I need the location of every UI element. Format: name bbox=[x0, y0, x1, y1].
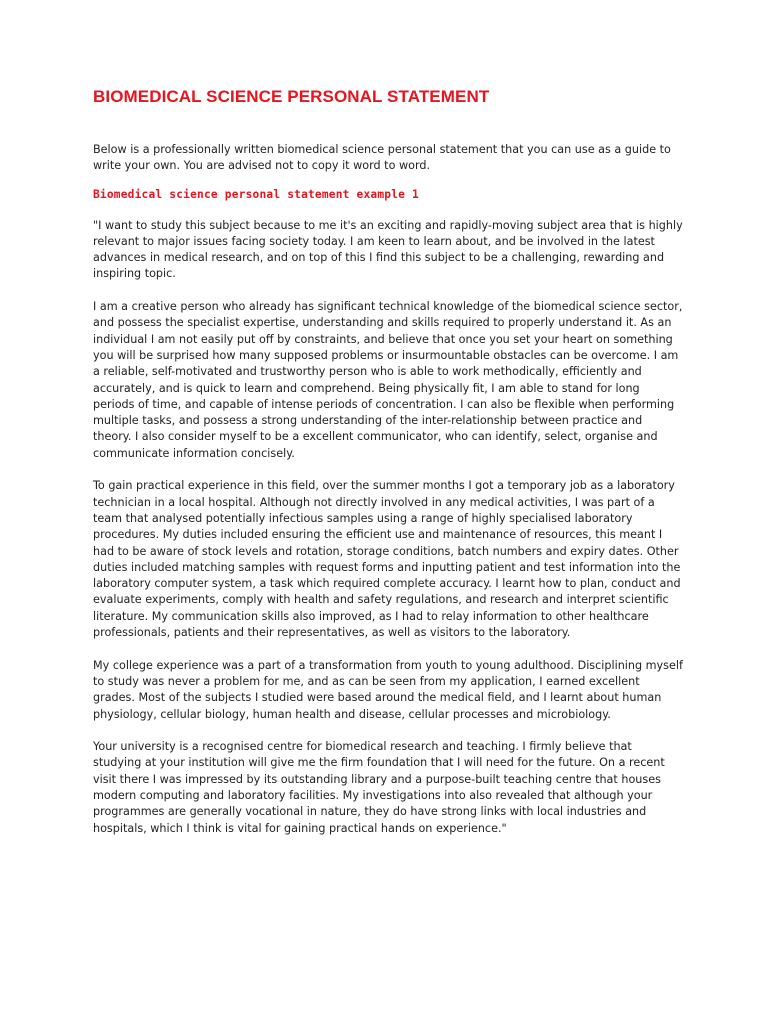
statement-paragraph-5: Your university is a recognised centre for biomedical research and teaching. I firmly believe that studying at your institution will give me the firm foundation that I will need for the future. On a recent visit there I was impressed by its outstanding library and a purpose-built teaching centre that houses modern computing and laboratory facilities. My investigations into also revealed that although your programmes are generally vocational in nature, they do have strong links with local industries and hospitals, which I think is vital for gaining practical hands on experience." bbox=[93, 740, 665, 835]
statement-paragraph-1: "I want to study this subject because to me it's an exciting and rapidly-moving subject area that is highly relevant to major issues facing society today. I am keen to learn about, and be involved in the latest advances in medical research, and on top of this I find this subject to be a challenging, rewarding and inspiring topic. bbox=[93, 218, 683, 281]
statement-body bbox=[93, 218, 683, 837]
example-heading: Biomedical science personal statement example 1 bbox=[93, 187, 419, 201]
document-page bbox=[93, 86, 683, 837]
statement-paragraph-4: My college experience was a part of a transformation from youth to young adulthood. Disciplining myself to study was never a problem for me, and as can be seen from my application, I earned excellent grades. Most of the subjects I studied were based around the medical field, and I learnt about human physiology, cellular biology, human health and disease, cellular processes and microbiology. bbox=[93, 658, 683, 721]
page-title: BIOMEDICAL SCIENCE PERSONAL STATEMENT bbox=[93, 87, 490, 106]
intro-paragraph: Below is a professionally written biomedical science personal statement that you can use as a guide to write your own. You are advised not to copy it word to word. bbox=[93, 143, 671, 173]
statement-paragraph-2: I am a creative person who already has significant technical knowledge of the biomedical science sector, and possess the specialist expertise, understanding and skills required to properly understand it. As an individual I am not easily put off by constraints, and believe that once you set your heart on something you will be surprised how many supposed problems or insurmountable obstacles can be overcome. I am a reliable, self-motivated and trustworthy person who is able to work methodically, efficiently and accurately, and is quick to learn and comprehend. Being physically fit, I am able to stand for long periods of time, and capable of intense periods of concentration. I can also be flexible when performing multiple tasks, and possess a strong understanding of the inter-relationship between practice and theory. I also consider myself to be a excellent communicator, who can identify, select, organise and communicate information concisely. bbox=[93, 300, 683, 460]
statement-paragraph-3: To gain practical experience in this field, over the summer months I got a temporary job as a laboratory technician in a local hospital. Although not directly involved in any medical activities, I was part of a team that analysed potentially infectious samples using a range of highly specialised laboratory procedures. My duties included ensuring the efficient use and maintenance of resources, this meant I had to be aware of stock levels and rotation, storage conditions, batch numbers and expiry dates. Other duties included matching samples with request forms and inputting patient and test information into the laboratory computer system, a task which required complete accuracy. I learnt how to plan, conduct and evaluate experiments, comply with health and safety regulations, and research and interpret scientific literature. My communication skills also improved, as I had to relay information to other healthcare professionals, patients and their representatives, as well as visitors to the laboratory. bbox=[93, 479, 681, 640]
